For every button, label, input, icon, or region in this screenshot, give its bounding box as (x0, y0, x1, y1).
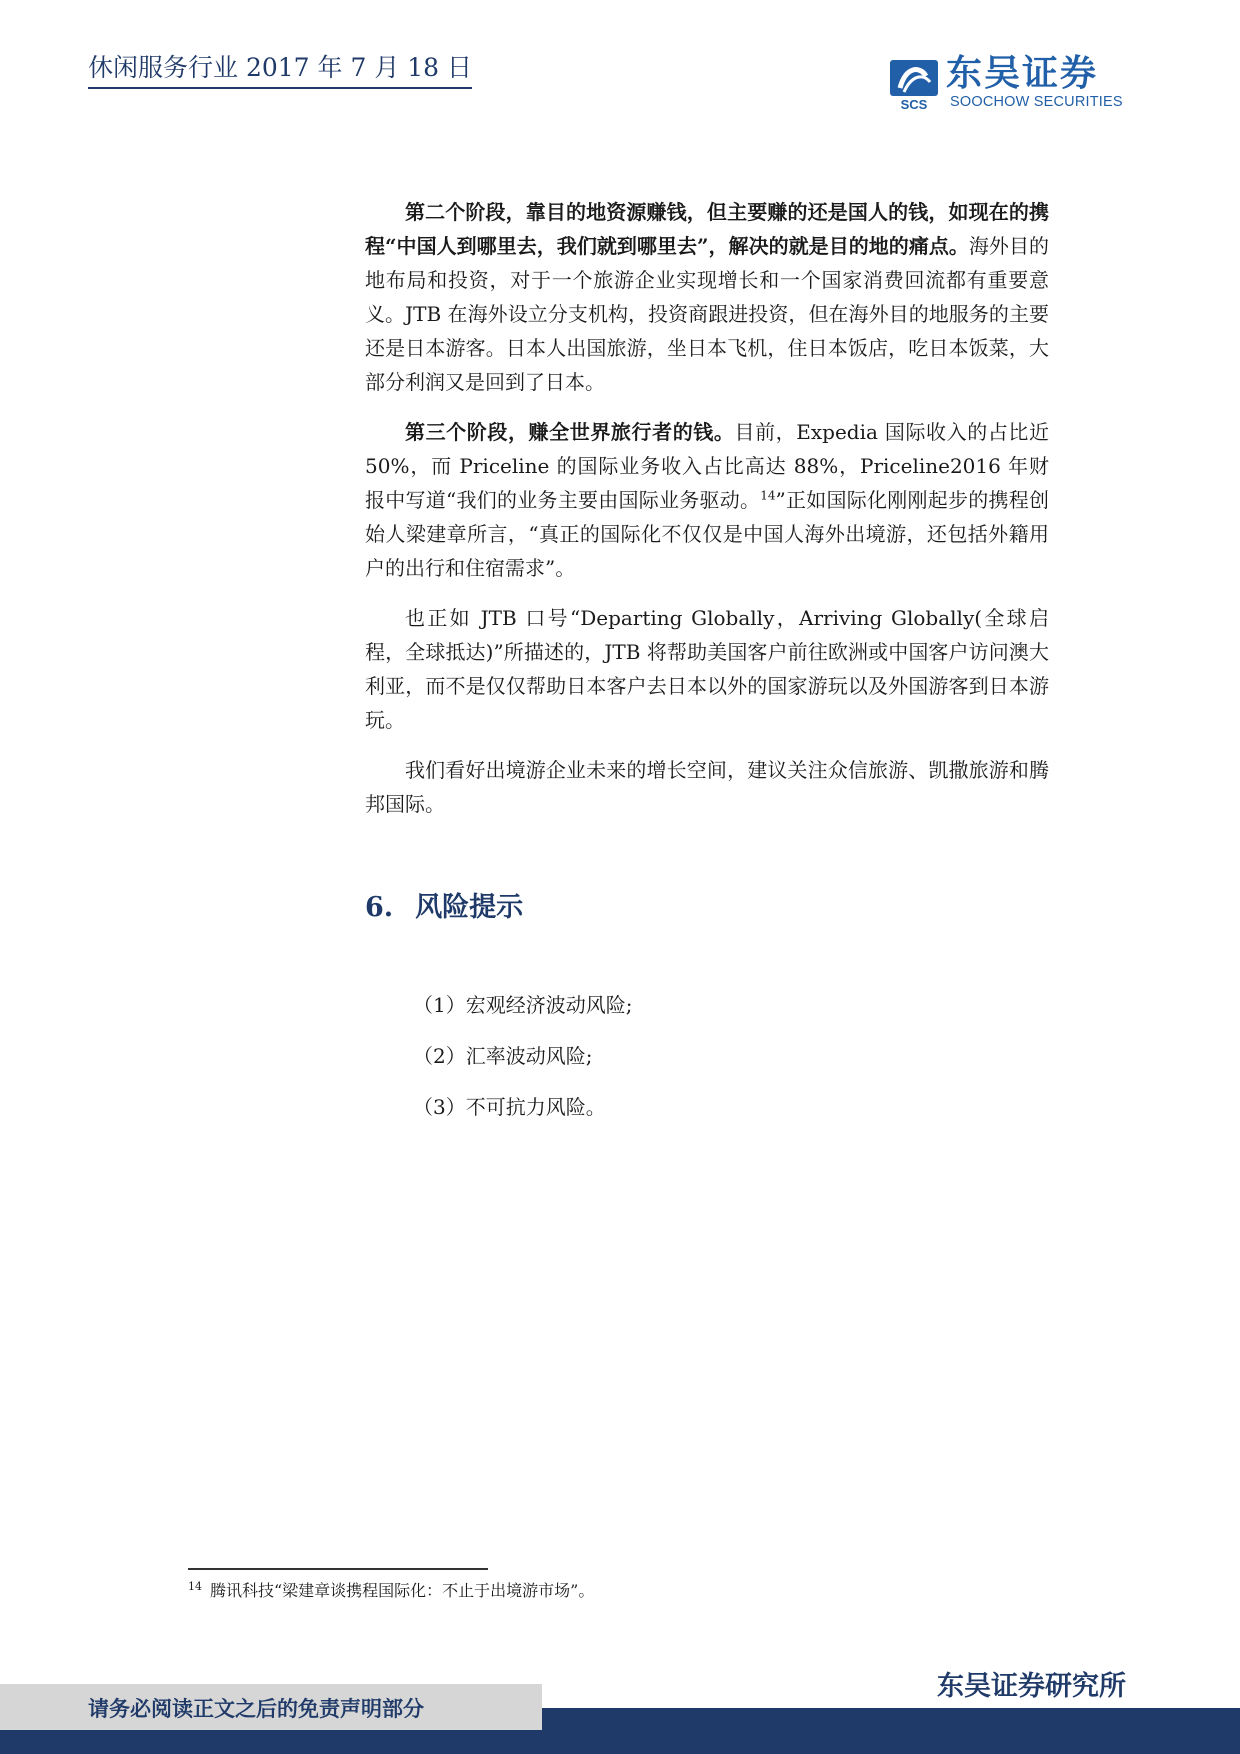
soochow-logo-icon (890, 60, 938, 112)
soochow-logo (890, 53, 1134, 114)
paragraph-stage-three (365, 415, 1049, 585)
paragraph-bold-lead: 第二个阶段，靠目的地资源赚钱，但主要赚的还是国人的钱，如现在的携程“中国人到哪里去，我们就到哪里去”，解决的就是目的地的痛点。 (365, 200, 1049, 258)
logo-mark-text: SCS (900, 97, 928, 112)
footnote-text: 腾讯科技“梁建章谈携程国际化：不止于出境游市场”。 (210, 1581, 595, 1600)
paragraph-bold-lead: 第三个阶段，赚全世界旅行者的钱。 (405, 420, 735, 444)
section-heading-risk (365, 885, 523, 924)
report-header-title: 休闲服务行业 2017 年 7 月 18 日 (88, 52, 472, 89)
paragraph-text: 海外目的地布局和投资，对于一个旅游企业实现增长和一个国家消费回流都有重要意义。JTB 在海外设立分支机构，投资商跟进投资，但在海外目的地服务的主要还是日本游客。日本人出国旅游，坐日本飞机，住日本饭店，吃日本饭菜，大部分利润又是回到了日本。 (365, 234, 1049, 394)
footer-disclaimer-text: 请务必阅读正文之后的免责声明部分 (88, 1696, 424, 1721)
risk-list (413, 988, 632, 1141)
section-title-text: 风险提示 (415, 892, 524, 923)
paragraph-jtb-slogan (365, 601, 1049, 737)
footnote-divider (188, 1568, 488, 1570)
footer-disclaimer-box (0, 1684, 542, 1730)
logo-english-name: SOOCHOW SECURITIES (950, 94, 1123, 110)
footnote (188, 1578, 594, 1601)
paragraph-text-continued: ”正如国际化刚刚起步的携程创始人梁建章所言，“真正的国际化不仅仅是中国人海外出境游，还包括外籍用户的出行和住宿需求”。 (365, 488, 1049, 580)
footnote-reference[interactable]: 14 (760, 488, 776, 503)
body-content (365, 195, 1049, 837)
footnote-number: 14 (188, 1579, 202, 1593)
risk-item: （1）宏观经济波动风险; (413, 993, 633, 1017)
logo-chinese-name: 东吴证券 (946, 53, 1099, 94)
paragraph-text: 也正如 JTB 口号“Departing Globally，Arriving Globally(全球启程，全球抵达)”所描述的，JTB 将帮助美国客户前往欧洲或中国客户访问澳大利亚，而不是仅仅帮助日本客户去日本以外的国家游玩以及外国游客到日本游玩。 (365, 606, 1049, 732)
risk-item: （3）不可抗力风险。 (413, 1095, 606, 1119)
risk-item: （2）汇率波动风险; (413, 1044, 593, 1068)
section-number: 6. (365, 892, 394, 923)
paragraph-recommendation (365, 753, 1049, 821)
paragraph-stage-two (365, 195, 1049, 399)
paragraph-text: 目前，Expedia 国际收入的占比近 50%，而 Priceline 的国际业务收入占比高达 88%，Priceline2016 年财报中写道“我们的业务主要由国际业务驱动。 (365, 420, 1050, 512)
footer-institute-name: 东吴证券研究所 (937, 1671, 1126, 1702)
paragraph-text: 我们看好出境游企业未来的增长空间，建议关注众信旅游、凯撒旅游和腾邦国际。 (365, 758, 1049, 816)
